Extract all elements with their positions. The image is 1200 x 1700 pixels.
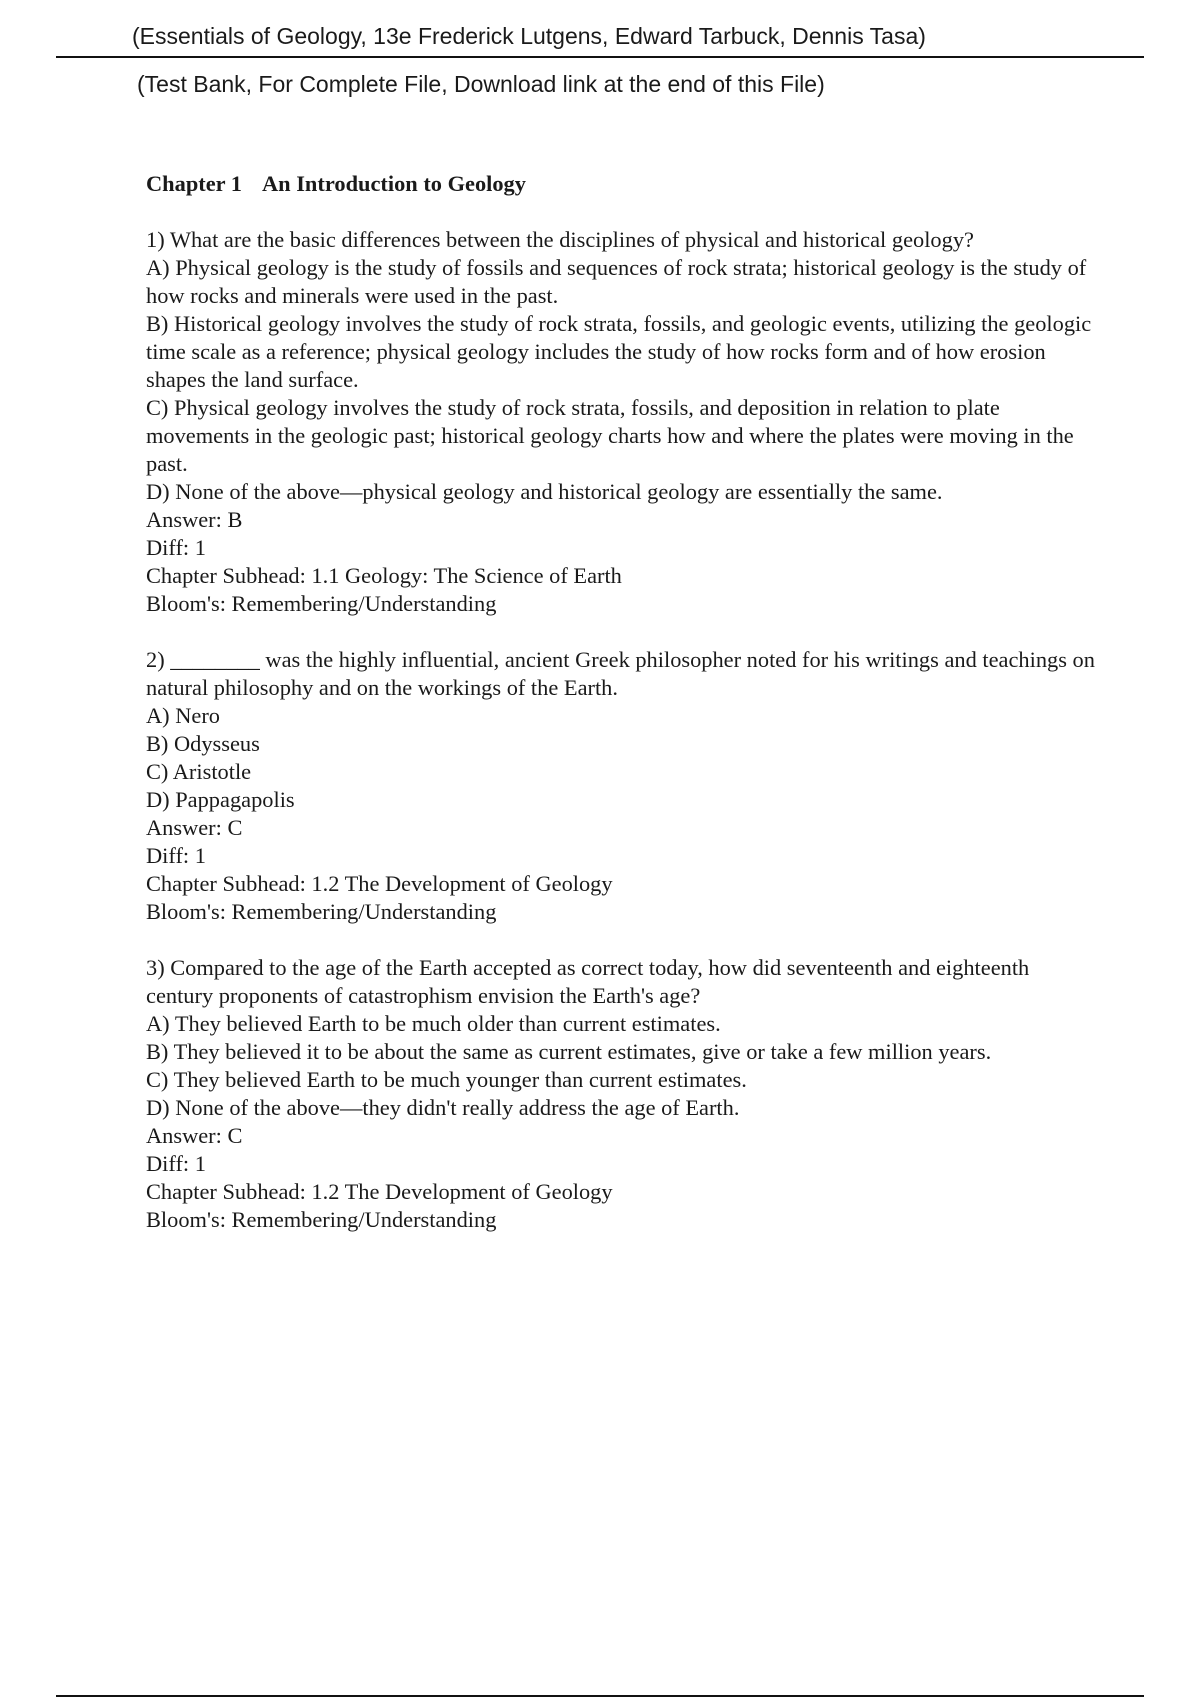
question-3 (146, 954, 1096, 1234)
difficulty: Diff: 1 (146, 843, 206, 868)
answer-option: D) None of the above—physical geology and historical geology are essentially the same. (146, 479, 943, 504)
blooms-level: Bloom's: Remembering/Understanding (146, 899, 497, 924)
chapter-subhead: Chapter Subhead: 1.1 Geology: The Science of Earth (146, 563, 622, 588)
answer-key: Answer: B (146, 507, 243, 532)
blooms-level: Bloom's: Remembering/Understanding (146, 591, 497, 616)
answer-option: B) Odysseus (146, 731, 260, 756)
page-header: (Essentials of Geology, 13e Frederick Lutgens, Edward Tarbuck, Dennis Tasa) (132, 23, 926, 49)
chapter-heading (146, 170, 1096, 198)
answer-option: A) Physical geology is the study of fossils and sequences of rock strata; historical geology is the study of how rocks and minerals were used in the past. (146, 255, 1087, 308)
document-body (146, 170, 1096, 1262)
footer-divider (56, 1695, 1144, 1697)
answer-option: C) Physical geology involves the study of rock strata, fossils, and deposition in relation to plate movements in the geologic past; historical geology charts how and where the plates were moving in the past. (146, 395, 1074, 476)
answer-option: C) Aristotle (146, 759, 252, 784)
answer-option: B) Historical geology involves the study of rock strata, fossils, and geologic events, utilizing the geologic time scale as a reference; physical geology includes the study of how rocks form and of how erosion shapes the land surface. (146, 311, 1092, 392)
answer-option: B) They believed it to be about the same as current estimates, give or take a few million years. (146, 1039, 992, 1064)
answer-option: A) They believed Earth to be much older than current estimates. (146, 1011, 721, 1036)
page-subheader: (Test Bank, For Complete File, Download link at the end of this File) (137, 71, 825, 97)
question-2 (146, 646, 1096, 926)
question-1 (146, 226, 1096, 618)
difficulty: Diff: 1 (146, 1151, 206, 1176)
chapter-subhead: Chapter Subhead: 1.2 The Development of Geology (146, 1179, 613, 1204)
question-stem: 3) Compared to the age of the Earth accepted as correct today, how did seventeenth and eighteenth century proponents of catastrophism envision the Earth's age? (146, 955, 1030, 1008)
difficulty: Diff: 1 (146, 535, 206, 560)
answer-key: Answer: C (146, 815, 243, 840)
header-divider (56, 56, 1144, 58)
question-stem: 2) ________ was the highly influential, ancient Greek philosopher noted for his writings and teachings on natural philosophy and on the workings of the Earth. (146, 647, 1095, 700)
chapter-number: Chapter 1 (146, 171, 242, 196)
blooms-level: Bloom's: Remembering/Understanding (146, 1207, 497, 1232)
chapter-subhead: Chapter Subhead: 1.2 The Development of Geology (146, 871, 613, 896)
answer-option: D) None of the above—they didn't really address the age of Earth. (146, 1095, 740, 1120)
question-stem: 1) What are the basic differences between the disciplines of physical and historical geology? (146, 227, 974, 252)
answer-key: Answer: C (146, 1123, 243, 1148)
answer-option: C) They believed Earth to be much younger than current estimates. (146, 1067, 747, 1092)
chapter-title: An Introduction to Geology (262, 171, 526, 196)
answer-option: A) Nero (146, 703, 220, 728)
answer-option: D) Pappagapolis (146, 787, 295, 812)
